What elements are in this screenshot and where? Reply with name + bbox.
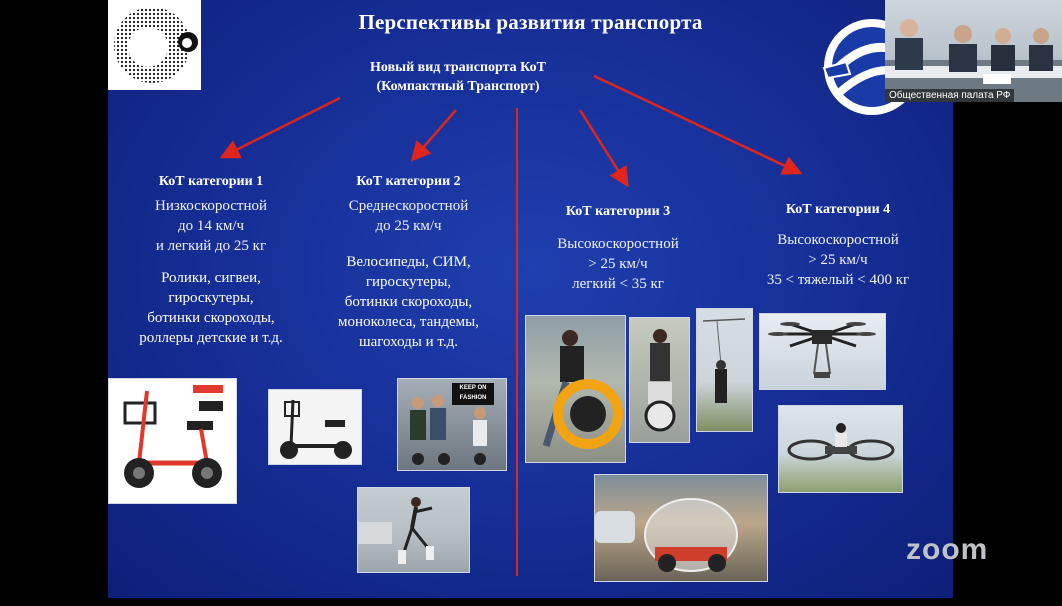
desc-line: до 14 км/ч xyxy=(177,218,245,234)
arrow-to-cat4 xyxy=(594,76,798,172)
example-line: Велосипеды, СИМ, xyxy=(346,254,471,270)
arrow-to-cat3 xyxy=(580,110,626,183)
photo-black-scooter xyxy=(268,389,362,465)
photo-red-scooter xyxy=(108,378,237,504)
monowheel-image-icon xyxy=(526,316,625,462)
photo-bubble-vehicle xyxy=(594,474,768,582)
keep-on-fashion-sign xyxy=(452,383,494,405)
presentation-slide xyxy=(108,0,953,598)
example-line: роллеры детские и т.д. xyxy=(139,330,283,346)
desc-line: Низкоскоростной xyxy=(154,198,267,214)
arrow-to-cat2 xyxy=(414,110,456,158)
zoom-watermark: zoom xyxy=(906,533,989,566)
desc-line: > 25 км/ч xyxy=(808,252,868,268)
participants-video-icon xyxy=(885,0,1062,102)
segway-image-icon xyxy=(630,318,689,442)
example-line: ботинки скороходы, xyxy=(344,294,473,310)
example-line: шагоходы и т.д. xyxy=(359,334,458,350)
category-4-desc xyxy=(748,230,928,290)
category-1-examples xyxy=(116,268,306,348)
category-4-heading: КоТ категории 4 xyxy=(785,202,891,217)
bubble-vehicle-image-icon xyxy=(595,475,767,581)
photo-hoverbike xyxy=(778,405,903,493)
rider-image-icon xyxy=(697,309,752,431)
drone-image-icon xyxy=(760,314,885,389)
desc-line: и легкий до 25 кг xyxy=(155,238,267,254)
desc-line: 35 < тяжелый < 400 кг xyxy=(766,272,910,288)
example-line: ботинки скороходы, xyxy=(147,310,275,326)
scooter-image-icon xyxy=(269,390,361,464)
example-line: гироскутеры, xyxy=(365,274,452,290)
slide-title: Перспективы развития транспорта xyxy=(358,10,703,34)
webcam-thumbnail[interactable] xyxy=(885,0,1062,102)
photo-jumping-stilts xyxy=(357,487,470,573)
desc-line: Высокоскоростной xyxy=(777,232,899,248)
example-line: моноколеса, тандемы, xyxy=(338,314,479,330)
desc-line: Среднескоростной xyxy=(348,198,469,214)
desc-line: > 25 км/ч xyxy=(588,256,648,272)
category-1 xyxy=(116,174,306,348)
category-1-heading: КоТ категории 1 xyxy=(158,174,264,189)
category-3 xyxy=(538,204,698,294)
subtitle-line-2: (Компактный Транспорт) xyxy=(376,79,540,94)
desc-line: Высокоскоростной xyxy=(557,236,679,252)
photo-people-gyro xyxy=(397,378,507,471)
example-line: Ролики, сигвеи, xyxy=(161,270,261,286)
category-3-desc xyxy=(538,234,698,294)
scooter-image-icon xyxy=(109,379,236,503)
desc-line: легкий < 35 кг xyxy=(572,276,664,292)
category-2 xyxy=(316,174,501,352)
hoverbike-image-icon xyxy=(779,406,902,492)
category-3-heading: КоТ категории 3 xyxy=(565,204,671,219)
category-2-examples xyxy=(316,252,501,352)
jumper-image-icon xyxy=(358,488,469,572)
photo-passenger-drone xyxy=(759,313,886,390)
category-1-desc xyxy=(116,196,306,256)
arrow-to-cat1 xyxy=(224,98,340,156)
category-4 xyxy=(748,202,928,290)
photo-monowheel xyxy=(525,315,626,463)
sign-line: KEEP ON xyxy=(459,385,487,391)
desc-line: до 25 км/ч xyxy=(375,218,442,234)
webcam-label: Общественная палата РФ xyxy=(885,89,1014,102)
subtitle-line-1: Новый вид транспорта КоТ xyxy=(370,60,546,75)
category-2-heading: КоТ категории 2 xyxy=(356,174,461,189)
photo-segway-rider xyxy=(629,317,690,443)
photo-wingsuit-rider xyxy=(696,308,753,432)
sign-line: FASHION xyxy=(459,395,487,401)
category-2-desc xyxy=(316,196,501,236)
example-line: гироскутеры, xyxy=(168,290,254,306)
